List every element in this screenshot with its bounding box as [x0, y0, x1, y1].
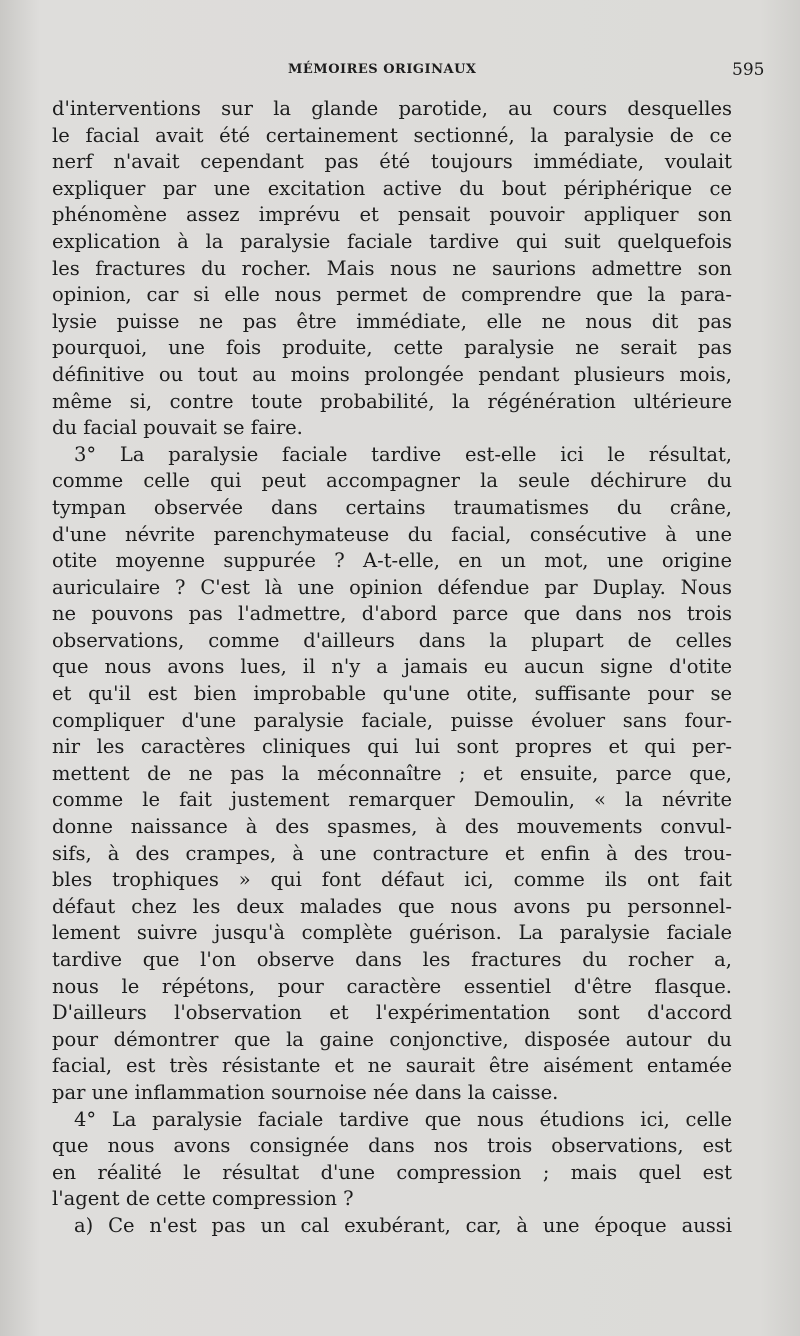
text-line: pour démontrer que la gaine conjonctive, disposée autour du	[52, 1027, 732, 1051]
text-line: comme celle qui peut accompagner la seule déchirure du	[52, 469, 732, 493]
text-line: compliquer d'une paralysie faciale, puisse évoluer sans four-	[52, 708, 732, 732]
text-line: et qu'il est bien improbable qu'une otite, suffisante pour se	[52, 682, 732, 706]
text-line: auriculaire ? C'est là une opinion défendue par Duplay. Nous	[52, 575, 732, 599]
text-line: expliquer par une excitation active du bout périphérique ce	[52, 176, 732, 200]
text-line: que nous avons lues, il n'y a jamais eu aucun signe d'otite	[52, 655, 732, 679]
text-line: a) Ce n'est pas un cal exubérant, car, à une époque aussi	[74, 1213, 732, 1237]
text-line: le facial avait été certainement sectionné, la paralysie de ce	[52, 123, 732, 147]
running-head	[0, 58, 800, 82]
text-line: explication à la paralysie faciale tardive qui suit quelquefois	[52, 229, 732, 253]
text-line: ne pouvons pas l'admettre, d'abord parce que dans nos trois	[52, 602, 732, 626]
text-line: 4° La paralysie faciale tardive que nous étudions ici, celle	[74, 1107, 732, 1131]
text-line: par une inflammation sournoise née dans la caisse.	[52, 1080, 559, 1104]
text-line: 3° La paralysie faciale tardive est-elle ici le résultat,	[74, 442, 732, 466]
running-title: MÉMOIRES ORIGINAUX	[288, 62, 477, 77]
text-line: D'ailleurs l'observation et l'expérimentation sont d'accord	[52, 1001, 732, 1025]
text-line: nir les caractères cliniques qui lui sont propres et qui per-	[52, 735, 732, 759]
text-line: que nous avons consignée dans nos trois observations, est	[52, 1134, 732, 1158]
text-line: comme le fait justement remarquer Demoulin, « la névrite	[52, 788, 732, 812]
text-line: les fractures du rocher. Mais nous ne saurions admettre son	[52, 256, 732, 280]
text-line: observations, comme d'ailleurs dans la plupart de celles	[52, 628, 732, 652]
text-line: tympan observée dans certains traumatismes du crâne,	[52, 495, 732, 519]
text-line: d'une névrite parenchymateuse du facial, consécutive à une	[52, 522, 732, 546]
text-line: phénomène assez imprévu et pensait pouvoir appliquer son	[52, 203, 732, 227]
text-line: opinion, car si elle nous permet de comprendre que la para-	[52, 283, 732, 307]
text-line: défaut chez les deux malades que nous avons pu personnel-	[52, 894, 732, 918]
text-line: en réalité le résultat d'une compression ; mais quel est	[52, 1160, 732, 1184]
text-line: lement suivre jusqu'à complète guérison. La paralysie faciale	[52, 921, 732, 945]
text-line: mettent de ne pas la méconnaître ; et ensuite, parce que,	[52, 761, 732, 785]
text-line: tardive que l'on observe dans les fractures du rocher a,	[52, 948, 732, 971]
text-line: sifs, à des crampes, à une contracture et enfin à des trou-	[52, 841, 732, 865]
text-line: lysie puisse ne pas être immédiate, elle ne nous dit pas	[52, 309, 732, 333]
text-line: nerf n'avait cependant pas été toujours immédiate, voulait	[52, 150, 732, 174]
page-number: 595	[732, 60, 765, 80]
body-text	[52, 96, 732, 1240]
text-line: d'interventions sur la glande parotide, au cours desquelles	[52, 97, 732, 120]
text-line: facial, est très résistante et ne saurait être aisément entamée	[52, 1054, 732, 1078]
text-line: bles trophiques » qui font défaut ici, comme ils ont fait	[52, 868, 732, 892]
text-line: l'agent de cette compression ?	[52, 1187, 354, 1211]
text-line: donne naissance à des spasmes, à des mouvements convul-	[52, 815, 732, 839]
text-line: même si, contre toute probabilité, la régénération ultérieure	[52, 389, 732, 413]
text-line: du facial pouvait se faire.	[52, 416, 303, 440]
text-line: définitive ou tout au moins prolongée pendant plusieurs mois,	[52, 362, 732, 386]
text-line: pourquoi, une fois produite, cette paralysie ne serait pas	[52, 336, 732, 360]
text-line: otite moyenne suppurée ? A-t-elle, en un mot, une origine	[52, 549, 732, 573]
text-line: nous le répétons, pour caractère essentiel d'être flasque.	[52, 974, 732, 998]
